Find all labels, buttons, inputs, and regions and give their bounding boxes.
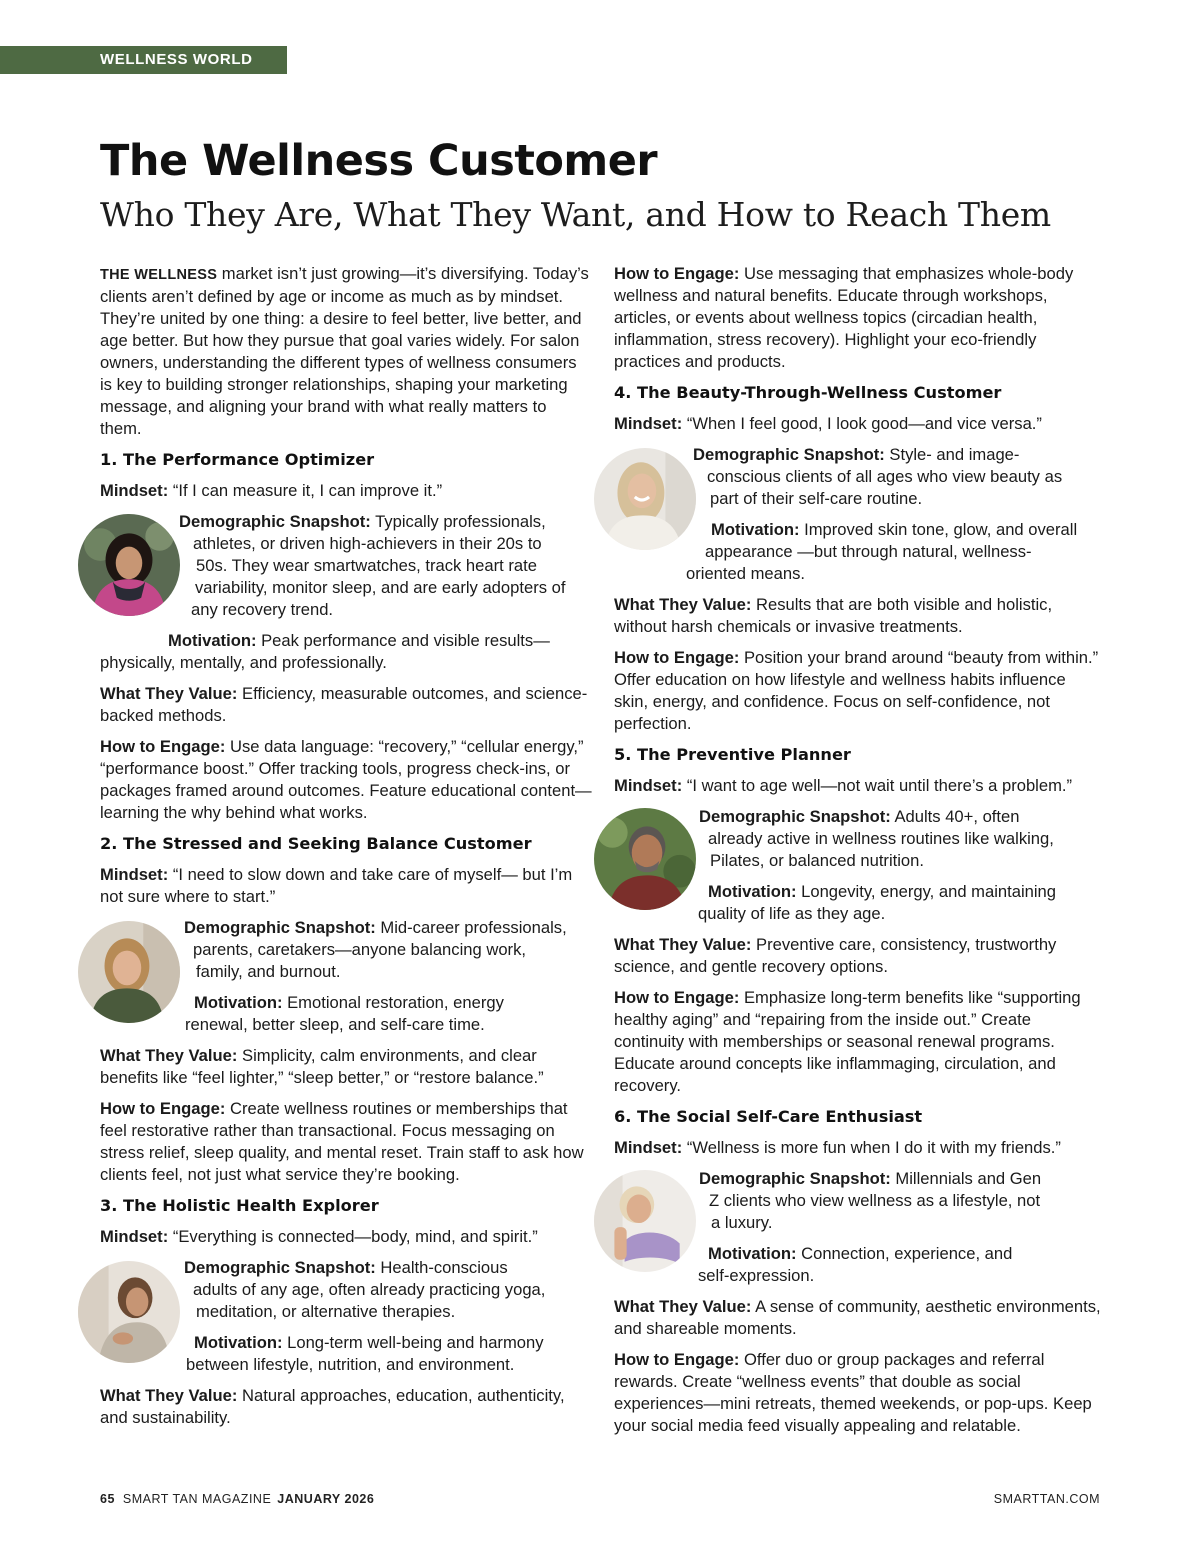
persona-value: [100, 683, 592, 727]
motivation-text: physically, mentally, and professionally.: [100, 653, 387, 672]
engage-text: Use messaging that emphasizes whole-body wellness and natural benefits. Educate through workshops, articles, or events about wellness topics (circadian health, inflammation, stress recovery). Highlight your eco-friendly practices and products.: [614, 264, 1074, 371]
demographic-text: Millennials and Gen: [890, 1169, 1042, 1188]
motivation-text: Longevity, energy, and maintaining: [796, 882, 1057, 901]
value-label: What They Value:: [100, 1386, 238, 1405]
demographic-text: any recovery trend.: [191, 600, 334, 619]
page-number: 65: [100, 1492, 115, 1506]
persona-mindset: [100, 864, 592, 908]
motivation-text: Long-term well-being and harmony: [282, 1333, 544, 1352]
persona-mindset: [614, 413, 1104, 435]
persona-snapshot: [614, 806, 1104, 925]
mindset-label: Mindset:: [100, 481, 169, 500]
mindset-text: “I want to age well—not wait until there’s a problem.”: [682, 776, 1073, 795]
article-subtitle: Who They Are, What They Want, and How to Reach Them: [100, 195, 1051, 234]
value-text: Results that are both visible and holistic, without harsh chemicals or invasive treatments.: [614, 595, 1053, 636]
motivation-text: Peak performance and visible results—: [256, 631, 550, 650]
persona-engage: [614, 987, 1104, 1097]
motivation: [100, 1332, 592, 1376]
persona-mindset: [100, 1226, 592, 1248]
value-text: A sense of community, aesthetic environments, and shareable moments.: [614, 1297, 1101, 1338]
demographic-text: Pilates, or balanced nutrition.: [710, 851, 925, 870]
demographic-text: family, and burnout.: [196, 962, 341, 981]
value-label: What They Value:: [100, 684, 238, 703]
motivation-text: self-expression.: [698, 1266, 815, 1285]
motivation-text: between lifestyle, nutrition, and environment.: [186, 1355, 515, 1374]
demographic-text: Style- and image-: [884, 445, 1020, 464]
laughing-blonde-woman-portrait-icon: [594, 448, 696, 550]
mindset-label: Mindset:: [100, 1227, 169, 1246]
persona-heading: 2. The Stressed and Seeking Balance Customer: [100, 834, 532, 853]
motivation-text: oriented means.: [686, 564, 805, 583]
persona-value: [100, 1385, 592, 1429]
engage-text: Position your brand around “beauty from within.” Offer education on how lifestyle and wellness habits influence skin, energy, and confidence. Focus on self-confidence, not perfection.: [614, 648, 1099, 733]
persona-mindset: [100, 480, 592, 502]
woman-curly-hair-scarf-portrait-icon: [78, 514, 180, 616]
persona-heading: 5. The Preventive Planner: [614, 745, 851, 764]
demographic-label: Demographic Snapshot:: [699, 1169, 891, 1188]
persona-heading: 1. The Performance Optimizer: [100, 450, 375, 469]
intro-text: market isn’t just growing—it’s diversifying. Today’s clients aren’t defined by age or income as much as by mindset. They’re united by one thing: a desire to feel better, live better, and age better. But how they pursue that goal varies widely. For salon owners, understanding the different types of wellness consumers is key to building stronger relationships, shaping your marketing message, and aligning your brand with what really matters to them.: [100, 264, 589, 438]
demographic-text: already active in wellness routines like walking,: [708, 829, 1054, 848]
motivation-label: Motivation:: [194, 993, 283, 1012]
motivation-text: renewal, better sleep, and self-care time.: [185, 1015, 485, 1034]
persona-value: [614, 594, 1104, 638]
demographic-text: adults of any age, often already practicing yoga,: [193, 1280, 546, 1299]
demographic-text: athletes, or driven high-achievers in their 20s to: [193, 534, 542, 553]
demographic-text: parents, caretakers—anyone balancing work,: [193, 940, 526, 959]
demographic-text: a luxury.: [711, 1213, 773, 1232]
engage-label: How to Engage:: [100, 1099, 226, 1118]
engage-label: How to Engage:: [614, 1350, 740, 1369]
demographic-label: Demographic Snapshot:: [179, 512, 371, 531]
persona-value: [614, 1296, 1104, 1340]
motivation-label: Motivation:: [711, 520, 800, 539]
motivation: [614, 519, 1104, 585]
engage-label: How to Engage:: [614, 988, 740, 1007]
demographic-label: Demographic Snapshot:: [184, 918, 376, 937]
smiling-blonde-woman-portrait-icon: [78, 921, 180, 1023]
website-link[interactable]: SMARTTAN.COM: [993, 1492, 1100, 1506]
engage-text: Emphasize long-term benefits like “supporting healthy aging” and “repairing from the inside out.” Create continuity with memberships or seasonal renewal programs. Educate around concepts like inflammaging, circulation, and recovery.: [614, 988, 1081, 1095]
motivation-label: Motivation:: [708, 1244, 797, 1263]
right-column: [614, 263, 1104, 1446]
woman-exercising-portrait-icon: [594, 1170, 696, 1272]
mindset-label: Mindset:: [100, 865, 169, 884]
intro-paragraph: [100, 263, 592, 440]
motivation-text: quality of life as they age.: [698, 904, 886, 923]
persona-value: [614, 934, 1104, 978]
value-label: What They Value:: [100, 1046, 238, 1065]
demographic-label: Demographic Snapshot:: [184, 1258, 376, 1277]
demographic-text: conscious clients of all ages who view beauty as: [707, 467, 1063, 486]
section-tab: WELLNESS WORLD: [0, 46, 287, 74]
demographic-label: Demographic Snapshot:: [693, 445, 885, 464]
motivation-label: Motivation:: [168, 631, 257, 650]
mindset-text: “Everything is connected—body, mind, and spirit.”: [168, 1227, 538, 1246]
engage-text: Offer duo or group packages and referral rewards. Create “wellness events” that double as social experiences—mini retreats, themed weekends, or pop-ups. Keep your social media feed visually appealing and relatable.: [614, 1350, 1092, 1435]
magazine-name: SMART TAN MAGAZINE: [122, 1492, 272, 1506]
persona-heading: 6. The Social Self-Care Enthusiast: [614, 1107, 923, 1126]
value-label: What They Value:: [614, 935, 752, 954]
demographic-text: Health-conscious: [375, 1258, 508, 1277]
engage-label: How to Engage:: [614, 264, 740, 283]
persona-snapshot: [614, 444, 1104, 585]
demographic-text: meditation, or alternative therapies.: [196, 1302, 456, 1321]
demographic-text: 50s. They wear smartwatches, track heart rate: [196, 556, 537, 575]
demographic-text: part of their self-care routine.: [710, 489, 923, 508]
mindset-label: Mindset:: [614, 776, 683, 795]
mindset-text: “Wellness is more fun when I do it with my friends.”: [682, 1138, 1061, 1157]
value-label: What They Value:: [614, 595, 752, 614]
persona-engage: [100, 1098, 592, 1186]
intro-lead-in: THE WELLNESS: [100, 267, 218, 283]
mindset-label: Mindset:: [614, 1138, 683, 1157]
issue-date: JANUARY 2026: [277, 1492, 375, 1506]
motivation: [614, 1243, 1104, 1287]
value-label: What They Value:: [614, 1297, 752, 1316]
persona-mindset: [614, 1137, 1104, 1159]
motivation-label: Motivation:: [708, 882, 797, 901]
article-title: The Wellness Customer: [100, 136, 658, 186]
motivation-text: Connection, experience, and: [796, 1244, 1013, 1263]
demographic-text: Typically professionals,: [370, 512, 546, 531]
persona-snapshot: [100, 511, 592, 674]
smiling-bearded-man-portrait-icon: [594, 808, 696, 910]
persona-value: [100, 1045, 592, 1089]
demographic-text: Adults 40+, often: [890, 807, 1020, 826]
motivation-text: Improved skin tone, glow, and overall: [799, 520, 1078, 539]
persona-snapshot: [614, 1168, 1104, 1287]
woman-meditating-portrait-icon: [78, 1261, 180, 1363]
engage-text: Create wellness routines or memberships that feel restorative rather than transactional. Focus messaging on stress relief, sleep quality, and mental reset. Train staff to ask how clients feel, not just what service they’re booking.: [100, 1099, 584, 1184]
persona-engage: [614, 647, 1104, 735]
persona-engage: [100, 736, 592, 824]
demographic-text: variability, monitor sleep, and are early adopters of: [195, 578, 566, 597]
value-text: Efficiency, measurable outcomes, and science-backed methods.: [100, 684, 588, 725]
mindset-label: Mindset:: [614, 414, 683, 433]
motivation: [614, 881, 1104, 925]
mindset-text: “I need to slow down and take care of myself— but I’m not sure where to start.”: [100, 865, 573, 906]
engage-label: How to Engage:: [100, 737, 226, 756]
value-text: Preventive care, consistency, trustworthy science, and gentle recovery options.: [614, 935, 1057, 976]
mindset-text: “When I feel good, I look good—and vice versa.”: [682, 414, 1042, 433]
demographic-text: Z clients who view wellness as a lifestyle, not: [709, 1191, 1041, 1210]
left-column: [100, 263, 592, 1438]
persona-mindset: [614, 775, 1104, 797]
page-footer: [100, 1492, 374, 1506]
motivation-label: Motivation:: [194, 1333, 283, 1352]
engage-text: Use data language: “recovery,” “cellular energy,” “performance boost.” Offer tracking tools, progress check-ins, or packages framed around outcomes. Feature educational content—learning the why behind what works.: [100, 737, 592, 822]
motivation-text: Emotional restoration, energy: [282, 993, 504, 1012]
motivation-text: appearance —but through natural, wellness-: [705, 542, 1032, 561]
persona-heading: 3. The Holistic Health Explorer: [100, 1196, 379, 1215]
demographic-text: Mid-career professionals,: [375, 918, 567, 937]
persona-heading: 4. The Beauty-Through-Wellness Customer: [614, 383, 1002, 402]
mindset-text: “If I can measure it, I can improve it.”: [168, 481, 443, 500]
demographic-label: Demographic Snapshot:: [699, 807, 891, 826]
value-text: Natural approaches, education, authenticity, and sustainability.: [100, 1386, 565, 1427]
persona-engage: [614, 263, 1104, 373]
engage-label: How to Engage:: [614, 648, 740, 667]
persona-engage: [614, 1349, 1104, 1437]
persona-snapshot: [100, 1257, 592, 1376]
motivation: [100, 630, 592, 674]
motivation: [100, 992, 592, 1036]
persona-snapshot: [100, 917, 592, 1036]
value-text: Simplicity, calm environments, and clear benefits like “feel lighter,” “sleep better,” or “restore balance.”: [100, 1046, 544, 1087]
